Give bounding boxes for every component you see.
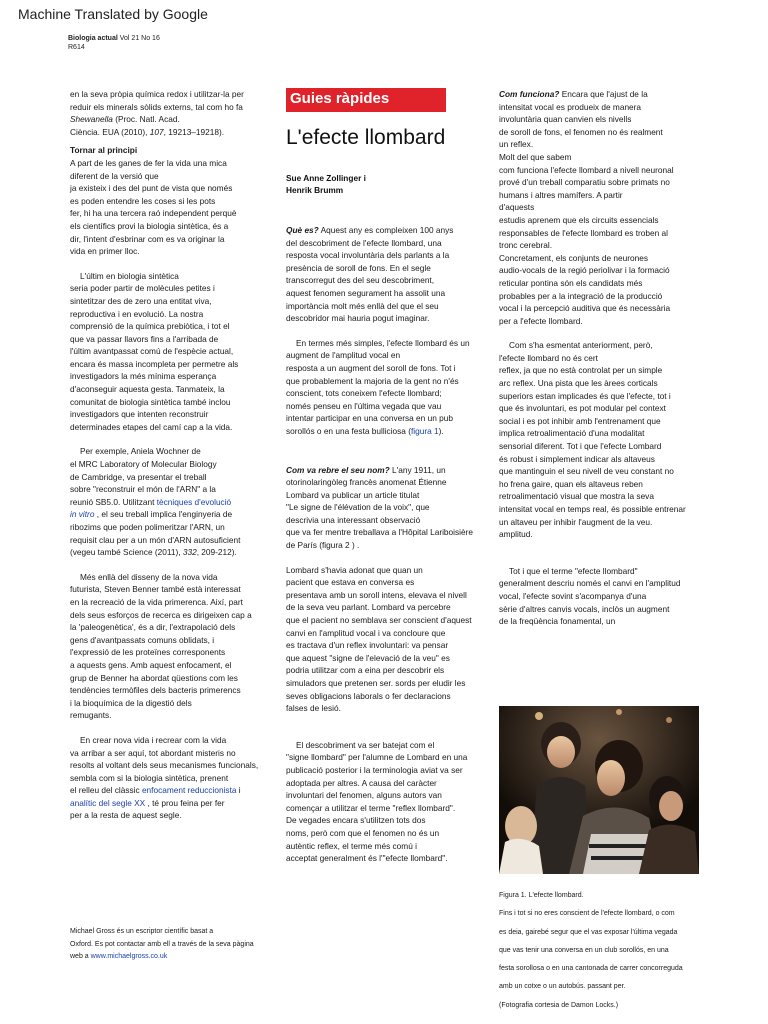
text-line: diferent de la versió que	[70, 170, 159, 181]
section-heading: Tornar al principi	[70, 145, 138, 156]
text-line: del descobriment de l'efecte llombard, una	[286, 237, 442, 248]
text-line: simuladors que pretenen ser. sords per eludir les	[286, 678, 466, 688]
text-line: en la seva pròpia química redox i utilitzar-la per	[70, 89, 244, 99]
text-line: futurista, Steven Benner també està interessat	[70, 584, 241, 595]
middle-paragraph-4	[286, 564, 486, 715]
question-heading: Com va rebre el seu nom? L'any 1911, un	[286, 464, 446, 475]
text-line: comunitat de biologia sintètica també inclou	[70, 396, 231, 407]
author-footer: Michael Gross és un escriptor científic basat a Oxford. Es pot contactar amb ell a través de la seva pàgina web a www.michaelgross.co.uk	[70, 928, 254, 960]
text-line: involuntari del fenomen, alguns autors van	[286, 790, 442, 801]
left-paragraph-1	[70, 157, 275, 258]
text-line: l'efecte llombard no és cert	[499, 352, 598, 363]
text-line: que probablement la majoria de la gent no n'és	[286, 375, 459, 386]
text-line: fer, hi ha una tercera raó independent perquè	[70, 208, 237, 219]
text-line: l'últim avantpassat comú de l'espècie actual,	[70, 346, 234, 357]
text-line: presentava amb un soroll intens, elevava el nivell	[286, 589, 467, 600]
text-line: otorinolaringòleg francès anomenat Étienne	[286, 477, 447, 488]
text-line: Com s'ha esmentat anteriorment, però,	[509, 340, 653, 351]
text-line: acceptat generalment és l'"efecte llombard".	[286, 853, 448, 864]
text-line: Lombard s'havia adonat que quan un	[286, 564, 423, 575]
text-line: vocal, l'efecte sovint s'acompanya d'una	[499, 590, 647, 601]
text-line: sèrie d'altres canvis vocals, inclòs un augment	[499, 603, 670, 614]
text-line: Figura 1. L'efecte llombard.	[499, 892, 584, 899]
text-line: estudis aprenem que els circuits essencials	[499, 214, 659, 225]
text-line: intentar participar en una conversa en un pub	[286, 413, 453, 424]
text-line: L'últim en biologia sintètica	[80, 270, 179, 281]
text-line: transcorregut des del seu descobriment,	[286, 275, 435, 286]
right-paragraph-2	[499, 339, 709, 541]
text-line: publicació posterior i la terminologia aviat va ser	[286, 764, 463, 775]
text-line: descrivia una interessant observació	[286, 514, 421, 525]
party-crowd-image	[499, 706, 699, 874]
journal-header	[68, 34, 160, 52]
text-line: arc reflex. Una pista que les àrees corticals	[499, 378, 658, 389]
text-line: intensitat vocal en temps real, és possible entrenar	[499, 504, 686, 514]
text-line: presència de soroll de fons. En el segle	[286, 262, 431, 273]
text-line: un reflex.	[499, 139, 534, 150]
text-line: es poden entendre les coses si les pots	[70, 195, 216, 206]
text-line: "signe llombard" per l'alumne de Lombard en una	[286, 752, 468, 763]
text-line: es tractava d'un reflex involuntari: va pensar	[286, 640, 449, 651]
link-reductionist[interactable]: enfocament reduccionista	[141, 785, 237, 796]
text-line: que va fer mentre treballava a l'Hôpital Lariboisière	[286, 527, 473, 538]
text-line: descobridor mai hauria pogut imaginar.	[286, 313, 430, 324]
text-line: reproductiva i en evolució. La nostra	[70, 308, 204, 319]
text-line: l'expressió de les proteïnes corresponents	[70, 647, 226, 658]
text-line: implica retroalimentació d'una modalitat	[499, 428, 645, 439]
text-line: remugants.	[70, 710, 112, 721]
text-line: en la recreació de la vida primerenca. Així, part	[70, 596, 243, 607]
text-line: investigadors que intenten reconstruir	[70, 409, 209, 420]
middle-column	[286, 224, 486, 865]
right-column	[499, 88, 709, 628]
text-line: humans i altres mamífers. A partir	[499, 189, 623, 200]
text-line: conscient, tots coneixem l'efecte llombard;	[286, 388, 442, 399]
text-line: de la seva veu parlant. Lombard va percebre	[286, 602, 451, 613]
text-line: com funciona l'efecte llombard a nivell neuronal	[499, 164, 674, 175]
text-line: falses de lesió.	[286, 703, 341, 714]
text-line: Concretament, els conjunts de neurones	[499, 252, 648, 263]
figure-1-photo	[499, 706, 699, 874]
text-line: de soroll de fons, el fenomen no és realment	[499, 126, 663, 137]
link-analytic[interactable]: analític del segle XX	[70, 797, 146, 808]
middle-paragraph-5	[286, 739, 486, 865]
question-heading: Què es? Aquest any es compleixen 100 anys	[286, 225, 454, 235]
link-techniques[interactable]: tècniques d'evolució	[156, 496, 232, 507]
text-line: tendències termòfiles dels bacteris primerencs	[70, 685, 241, 696]
text-line: per a l'efecte llombard.	[499, 315, 583, 326]
text-line: generalment descriu només el canvi en l'amplitud	[499, 578, 681, 589]
section-label-box	[286, 88, 446, 112]
text-line: grup de Benner ha abordat qüestions com les	[70, 672, 238, 683]
text-line: involuntària quan canvien els nivells	[499, 114, 632, 125]
article-authors: Sue Anne Zollinger i Henrik Brumm	[286, 173, 366, 195]
right-paragraph-3	[499, 565, 709, 628]
translation-banner: Machine Translated by Google	[18, 6, 208, 22]
text-line: i la bioquímica de la digestió dels	[70, 697, 192, 708]
text-line: festa sorollosa o en una cantonada de carrer concorreguda	[499, 965, 683, 973]
left-paragraph-4	[70, 571, 275, 722]
text-line: En termes més simples, l'efecte llombard és un	[296, 337, 470, 348]
text-line: amplitud.	[499, 529, 533, 540]
text-line: la 'paleogenètica', és a dir, l'extrapolació dels	[70, 622, 236, 633]
text-line: superiors estan implicades és que l'efecte, tot i	[499, 390, 671, 401]
text-line: importància molt més enllà del que el seu	[286, 300, 439, 311]
left-paragraph-5: En crear nova vida i recrear com la vida va arribar a ser aquí, tot abordant misteris no resolts al voltant dels seus mecanismes funcionals, sembla com si la biologia sintètica, prenent el relleu del clàssic enfocament reduccionista i analític del segle XX , té prou feina per fer per a la resta de aquest segle.	[70, 734, 259, 821]
text-line: a aquests gens. Amb aquest enfocament, el	[70, 659, 232, 670]
article-title: L'efecte llombard	[286, 126, 446, 149]
text-line: gens d'avantpassats comuns oblidats, i	[70, 634, 215, 645]
text-line: començar a utilitzar el terme "reflex llombard".	[286, 802, 456, 813]
text-line: pacient que estava en conversa es	[286, 577, 415, 588]
text-line: Lombard va publicar un article titulat	[286, 489, 420, 500]
text-line: seria poder partir de molècules petites i	[70, 283, 215, 294]
text-line: dir, l'intent d'esbrinar com es va originar la	[70, 233, 225, 244]
text-line: retroalimentació visual que mostra la seva	[499, 491, 654, 502]
text-line: és robust i simplement indicar als altaveus	[499, 453, 655, 464]
text-line: sintetitzar des de zero una entitat viva,	[70, 295, 212, 306]
text-line: d'aconseguir aquesta gesta. Tanmateix, la	[70, 384, 225, 395]
text-line: que és involuntari, es pot modular pel context	[499, 403, 666, 414]
text-line: De vegades encara s'utilitzen tots dos	[286, 815, 426, 826]
text-line: Més enllà del disseny de la nova vida	[80, 571, 218, 582]
text-line: reticular pontina són els candidats més	[499, 277, 643, 288]
journal-name: Biologia actual	[68, 35, 118, 42]
text-line: intensitat vocal es produeix de manera	[499, 101, 642, 112]
text-line: que mantinguin el seu nivell de veu constant no	[499, 466, 674, 477]
link-in-vitro[interactable]: in vitro	[70, 509, 95, 520]
text-line: encara és massa incompleta per permetre als	[70, 358, 239, 369]
text-line: d'aquests	[499, 202, 535, 213]
page-code: R614	[68, 44, 85, 51]
text-line: reflex, ja que no està controlat per un simple	[499, 365, 663, 376]
text-line: els científics provi la biologia sintètica, és a	[70, 220, 229, 231]
author-website-link[interactable]: www.michaelgross.co.uk	[90, 953, 168, 960]
left-paragraph-2	[70, 270, 275, 434]
text-line: investigadors la més mínima esperança	[70, 371, 217, 382]
text-line: un altaveu per inhibir l'augment de la veu.	[499, 516, 653, 527]
text-line: adoptada per altres. A causa del caràcter	[286, 777, 437, 788]
text-line: que va passar llavors fins a l'arribada de	[70, 333, 219, 344]
middle-paragraph-1	[286, 237, 486, 325]
text-line: Molt del que sabem	[499, 151, 572, 162]
text-line: sorollós o en una festa bulliciosa (figura 1).	[286, 425, 444, 436]
section-label: Guies ràpides	[290, 90, 390, 107]
figure-1-link[interactable]: figura 1	[410, 425, 439, 436]
text-line: vocal i la percepció auditiva que és necessària	[499, 303, 671, 314]
middle-paragraph-2	[286, 337, 486, 425]
text-line: audio-vocals de la regió periolivar i la formació	[499, 265, 670, 276]
text-line: (Fotografia cortesia de Damon Locks.)	[499, 1001, 619, 1009]
text-line: ho frena gaire, quan els altaveus reben	[499, 478, 643, 489]
text-line: Shewanella (Proc. Natl. Acad.	[70, 114, 180, 125]
text-line: augment de l'amplitud vocal en	[286, 350, 401, 361]
text-line: "Le signe de l'élévation de la voix", que	[286, 502, 430, 513]
text-line: de París (figura 2 ) .	[286, 540, 360, 551]
text-line: Ciència. EUA (2010), 107, 19213–19218).	[70, 126, 225, 137]
figure-1-caption	[499, 883, 709, 1018]
text-line: podria utilitzar com a eina per descobrir els	[286, 665, 445, 676]
text-line: A part de les ganes de fer la vida una mica	[70, 157, 227, 168]
text-line: que aquest "signe de l'elevació de la veu" es	[286, 652, 450, 663]
text-line: determinades etapes del camí cap a la vida.	[70, 421, 233, 432]
question-heading: Com funciona? Encara que l'ajust de la	[499, 89, 648, 99]
text-line: Fins i tot si no eres conscient de l'efecte llombard, o com	[499, 910, 675, 918]
text-line: comprensió de la química prebiòtica, i tot el	[70, 321, 230, 332]
text-line: aquest fenomen segurament ha assolit una	[286, 287, 446, 298]
text-line: sensorial diferent. Tot i que l'efecte Lombard	[499, 441, 662, 452]
text-line: resposta vocal involuntària dels parlants a la	[286, 250, 450, 261]
text-line: Tot i que el terme "efecte llombard"	[509, 565, 638, 576]
text-line: es deia, gairebé segur que el vas exposar l'última vegada	[499, 928, 678, 936]
text-line: vida en primer lloc.	[70, 246, 140, 257]
text-line: que vas tenir una conversa en un club sorollós, en una	[499, 946, 669, 954]
text-line: reduir els minerals sòlids externs, tal com ho fa	[70, 101, 243, 112]
text-line: autèntic reflex, el terme més comú i	[286, 840, 417, 851]
right-paragraph-1	[499, 101, 709, 328]
text-line: només penseu en l'última vegada que vau	[286, 400, 442, 411]
journal-volume: Vol 21 No 16	[119, 35, 160, 42]
text-line: amb un cotxe o un autobús. passant per.	[499, 983, 626, 991]
text-line: noms, però com que el fenomen no és un	[286, 827, 440, 838]
text-line: ja existeix i des del punt de vista que només	[70, 183, 233, 194]
middle-paragraph-3	[286, 476, 486, 552]
text-line: social i es pot inhibir amb l'entrenament que	[499, 415, 661, 426]
text-line: El descobriment va ser batejat com el	[296, 739, 435, 750]
text-line: que el pacient no semblava ser conscient d'aquest	[286, 615, 472, 626]
text-line: responsables de l'efecte llombard es troben al	[499, 227, 669, 238]
text-line: seves obligacions laborals o fer declaracions	[286, 690, 451, 701]
text-line: tronc cerebral.	[499, 240, 553, 251]
left-paragraph-3: Per exemple, Aniela Wochner de el MRC Laboratory of Molecular Biology de Cambridge, va presentar el treball sobre "reconstruir el món de l'ARN" a la reunió SB5.0. Utilitzant tècniques d'evolució in vitro , el seu treball implica l'enginyeria de ribozims que poden polimeritzar l'ARN, un requisit clau per a un món d'ARN autosuficient (vegeu també Science (2011), 332, 209-212).	[70, 446, 241, 558]
text-line: prové d'un treball comparatiu sobre primats no	[499, 177, 670, 188]
text-line: canvi en l'amplitud vocal i va concloure que	[286, 627, 446, 638]
text-line: dels seus esforços de recerca es dirigeixen cap a	[70, 609, 252, 620]
text-line: resposta a un augment del soroll de fons. Tot i	[286, 362, 456, 373]
left-column	[70, 88, 275, 822]
text-line: de la freqüència fonamental, un	[499, 616, 616, 627]
text-line: probables per a la integració de la producció	[499, 290, 663, 301]
